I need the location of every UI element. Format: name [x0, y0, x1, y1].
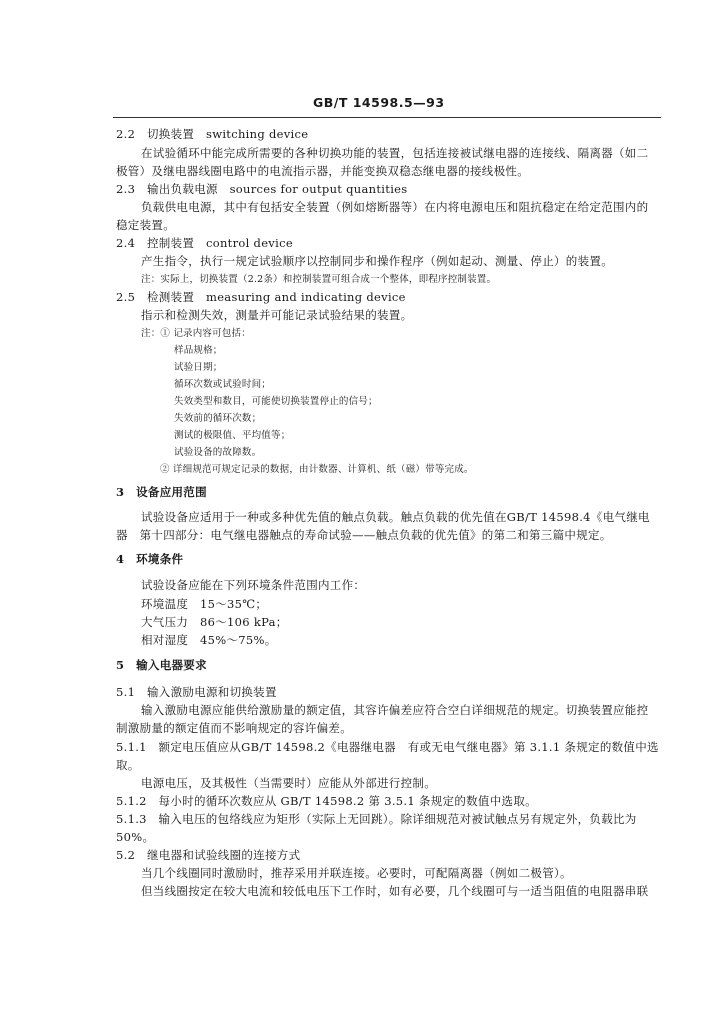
clause-5-1-heading: 5.1 输入激励电源和切换装置 [116, 685, 277, 699]
text-line: 输入激励电源应能供给激励量的额定值，其容许偏差应符合空白详细规范的规定。切换装置应能控 [141, 703, 649, 717]
text-line: 取。 [116, 758, 140, 772]
note-list-item: 测试的极限值、平均值等； [174, 430, 291, 441]
text-line: 电源电压，及其极性（当需要时）应能从外部进行控制。 [141, 776, 436, 790]
clause-2-4-heading: 2.4 控制装置 control device [116, 236, 293, 250]
note-line: 注：实际上，切换装置（2.2条）和控制装置可组合成一个整体，即程序控制装置。 [141, 274, 497, 285]
text-line: 负载供电电源，其中有包括安全装置（例如熔断器等）在内将电源电压和阻抗稳定在给定范围内的 [141, 200, 649, 214]
header-rule [113, 117, 661, 118]
text-line: 极管）及继电器线圈电路中的电流指示器，并能变换双稳态继电器的接线极性。 [116, 164, 529, 178]
note-list-item: 试验设备的故障数。 [174, 447, 262, 458]
clause-2-2-heading: 2.2 切换装置 switching device [116, 127, 309, 141]
text-line: 试验设备应能在下列环境条件范围内工作： [141, 578, 366, 592]
condition-line: 大气压力 86～106 kPa； [141, 615, 288, 629]
text-line: 器 第十四部分：电气继电器触点的寿命试验——触点负载的优先值》的第二和第三篇中规定。 [116, 528, 612, 542]
text-line: 50%。 [116, 830, 155, 844]
clause-5-1-3: 5.1.3 输入电压的包络线应为矩形（实际上无回跳）。除详细规范对被试触点另有规定外，负载比为 [116, 812, 637, 826]
clause-5-1-2: 5.1.2 每小时的循环次数应从 GB/T 14598.2 第 3.5.1 条规定的数值中选取。 [116, 794, 537, 808]
note-list-item: 失效类型和数目，可能使切换装置停止的信号； [174, 396, 378, 407]
condition-line: 相对湿度 45%～75%。 [141, 633, 277, 647]
clause-5-2-heading: 5.2 继电器和试验线圈的连接方式 [116, 848, 301, 862]
text-line: 产生指令，执行一规定试验顺序以控制同步和操作程序（例如起动、测量、停止）的装置。 [141, 254, 613, 268]
text-line: 当几个线圈同时激励时，推荐采用并联连接。必要时，可配隔离器（例如二极管）。 [141, 866, 572, 880]
section-5-heading: 5 输入电器要求 [116, 658, 207, 672]
clause-2-3-heading: 2.3 输出负载电源 sources for output quantities [116, 182, 408, 196]
note-list-item: 试验日期； [174, 362, 223, 373]
note-list-item: 样品规格； [174, 345, 223, 356]
text-line: 制激励量的额定值而不影响规定的容许偏差。 [116, 721, 352, 735]
note-line: 注：① 记录内容可包括： [141, 328, 251, 339]
clause-5-1-1: 5.1.1 额定电压值应从GB/T 14598.2《电器继电器 有或无电气继电器》第 3.1.1 条规定的数值中选 [116, 740, 659, 754]
text-line: 在试验循环中能完成所需要的各种切换功能的装置，包括连接被试继电器的连接线、隔离器（如二 [141, 146, 649, 160]
note-line: ② 详细规范可规定记录的数据，由计数器、计算机、纸（磁）带等完成。 [160, 464, 474, 475]
standard-number: GB/T 14598.5—93 [313, 95, 445, 110]
note-list-item: 失效前的循环次数； [174, 413, 262, 424]
section-4-heading: 4 环境条件 [116, 552, 184, 566]
text-line: 试验设备应适用于一种或多种优先值的触点负载。触点负载的优先值在GB/T 14598.4《电气继电 [141, 510, 650, 524]
text-line: 稳定装置。 [116, 218, 175, 232]
text-line: 但当线圈按定在较大电流和较低电压下工作时，如有必要，几个线圈可与一适当阻值的电阻器串联 [141, 884, 649, 898]
condition-line: 环境温度 15～35℃； [141, 597, 268, 611]
text-line: 指示和检测失效，测量并可能记录试验结果的装置。 [141, 308, 413, 322]
section-3-heading: 3 设备应用范围 [116, 485, 207, 499]
clause-2-5-heading: 2.5 检测装置 measuring and indicating device [116, 290, 406, 304]
note-list-item: 循环次数或试验时间； [174, 379, 272, 390]
